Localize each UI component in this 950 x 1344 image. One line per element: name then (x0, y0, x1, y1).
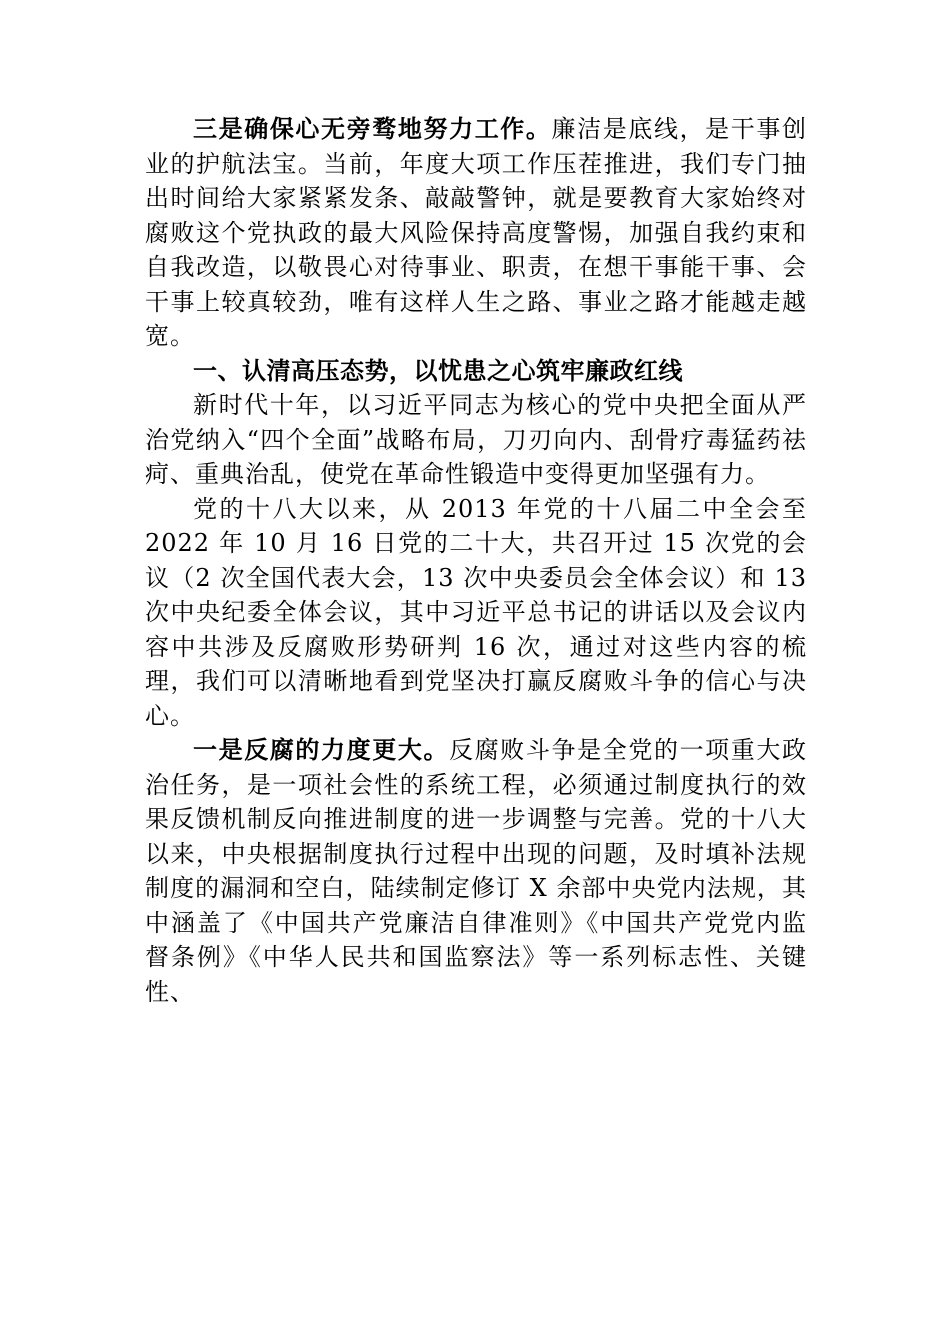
paragraph-new-era: 新时代十年，以习近平同志为核心的党中央把全面从严治党纳入“四个全面”战略布局，刀刃向内、刮骨疗毒猛药祛疴、重典治乱，使党在革命性锻造中变得更加坚强有力。 (145, 391, 807, 488)
section-heading: 一、认清高压态势，以忧患之心筑牢廉政红线 (193, 356, 683, 385)
paragraph-body: 廉洁是底线，是干事创业的护航法宝。当前，年度大项工作压茬推进，我们专门抽出时间给大家紧紧发条、敲敲警钟，就是要教育大家始终对腐败这个党执政的最大风险保持高度警惕，加强自我约束和自我改造，以敬畏心对待事业、职责，在想干事能干事、会干事上较真较劲，唯有这样人生之路、事业之路才能越走越宽。 (145, 115, 808, 350)
paragraph-anti-corruption-strength (145, 733, 807, 1009)
paragraph-body: 反腐败斗争是全党的一项重大政治任务，是一项社会性的系统工程，必须通过制度执行的效果反馈机制反向推进制度的进一步调整与完善。党的十八大以来，中央根据制度执行过程中出现的问题，及时填补法规制度的漏洞和空白，陆续制定修订 X 余部中央党内法规，其中涵盖了《中国共产党廉洁自律准则》《中国共产党党内监督条例》《中华人民共和国监察法》等一系列标志性、关键性、 (145, 736, 808, 1006)
paragraph-lead: 一是反腐的力度更大。 (193, 736, 450, 764)
paragraph-lead: 三是确保心无旁骛地努力工作。 (193, 115, 552, 143)
paragraph-since-18th-congress: 党的十八大以来，从 2013 年党的十八届二中全会至 2022 年 10 月 16 日党的二十大，共召开过 15 次党的会议（2 次全国代表大会，13 次中央委员会全体会议）和 13 次中央纪委全体会议，其中习近平总书记的讲话以及会议内容中共涉及反腐败形势研判 16 次，通过对这些内容的梳理，我们可以清晰地看到党坚决打赢反腐败斗争的信心与决心。 (145, 494, 807, 730)
paragraph-ensure-focus (145, 112, 807, 354)
document-page (145, 112, 807, 1009)
